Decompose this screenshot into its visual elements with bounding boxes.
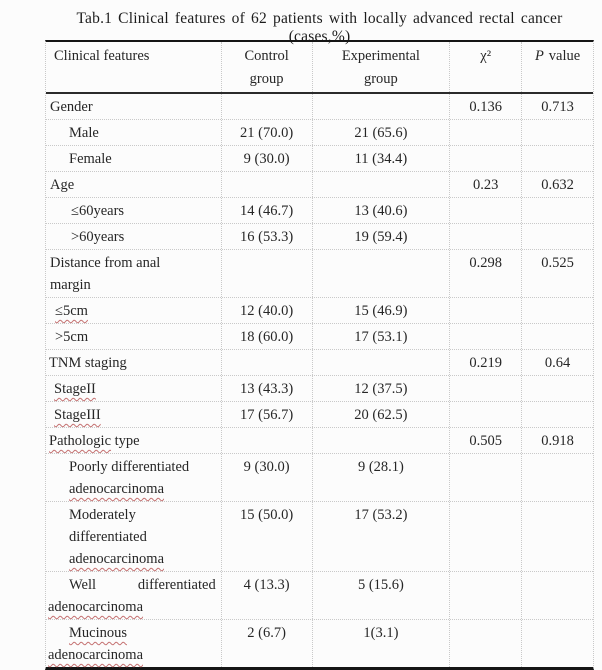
feature-line: differentiated xyxy=(69,529,147,545)
table-row xyxy=(46,250,593,298)
feature-cell xyxy=(46,428,221,453)
table-row xyxy=(46,94,593,120)
experimental-cell: 1(3.1) xyxy=(312,620,450,667)
table-row xyxy=(46,350,593,376)
control-cell: 16 (53.3) xyxy=(221,224,312,249)
chi-cell xyxy=(449,454,521,501)
control-cell: 17 (56.7) xyxy=(221,402,312,427)
feature-line: margin xyxy=(50,277,91,293)
experimental-cell: 15 (46.9) xyxy=(312,298,450,323)
p-italic: P xyxy=(534,48,544,64)
chi-cell xyxy=(449,402,521,427)
p-cell xyxy=(521,502,593,571)
feature-cell xyxy=(46,298,221,323)
chi-cell xyxy=(449,502,521,571)
feature-cell xyxy=(46,502,221,571)
control-cell xyxy=(221,172,312,197)
chi-cell xyxy=(449,146,521,171)
spellcheck-squiggle-text: ≤5cm xyxy=(55,303,88,319)
header-control-line2: group xyxy=(249,71,284,87)
header-experimental-line1: Experimental xyxy=(341,48,420,64)
control-cell: 9 (30.0) xyxy=(221,454,312,501)
table-row xyxy=(46,454,593,502)
chi-cell: 0.23 xyxy=(449,172,521,197)
table-row xyxy=(46,172,593,198)
feature-cell xyxy=(46,572,221,619)
feature-line: Poorly differentiated xyxy=(69,459,190,475)
p-cell xyxy=(521,402,593,427)
p-cell: 0.525 xyxy=(521,250,593,297)
p-cell xyxy=(521,146,593,171)
p-cell xyxy=(521,324,593,349)
table-row xyxy=(46,376,593,402)
p-word: value xyxy=(548,48,581,64)
experimental-cell xyxy=(312,250,450,297)
feature-line xyxy=(69,478,221,500)
feature-cell: TNM staging xyxy=(49,355,127,371)
feature-line xyxy=(69,548,221,570)
feature-cell: >60years xyxy=(71,229,125,245)
p-cell: 0.918 xyxy=(521,428,593,453)
experimental-cell: 20 (62.5) xyxy=(312,402,450,427)
experimental-cell xyxy=(312,428,450,453)
chi-cell xyxy=(449,120,521,145)
spellcheck-squiggle-text: adenocarcinoma xyxy=(48,599,144,615)
p-cell xyxy=(521,198,593,223)
chi-cell: 0.505 xyxy=(449,428,521,453)
spellcheck-squiggle-text: Mucinous xyxy=(69,625,127,641)
feature-cell xyxy=(46,620,221,667)
spellcheck-squiggle-text: adenocarcinoma xyxy=(69,551,165,567)
control-cell: 14 (46.7) xyxy=(221,198,312,223)
spellcheck-squiggle-text: Pathologic xyxy=(49,433,112,449)
p-cell xyxy=(521,572,593,619)
header-control-group xyxy=(221,42,312,92)
experimental-cell: 21 (65.6) xyxy=(312,120,450,145)
feature-line xyxy=(48,644,221,666)
spellcheck-squiggle-text: adenocarcinoma xyxy=(69,481,165,497)
feature-cell: Gender xyxy=(50,99,93,115)
clinical-features-table xyxy=(45,40,594,670)
chi-cell xyxy=(449,376,521,401)
chi-cell xyxy=(449,198,521,223)
chi-cell xyxy=(449,298,521,323)
control-cell: 21 (70.0) xyxy=(221,120,312,145)
chi-cell: 0.219 xyxy=(449,350,521,375)
control-cell xyxy=(221,250,312,297)
experimental-cell: 17 (53.1) xyxy=(312,324,450,349)
control-cell: 4 (13.3) xyxy=(221,572,312,619)
chi-cell xyxy=(449,324,521,349)
header-experimental-line2: group xyxy=(363,71,398,87)
table-row xyxy=(46,502,593,572)
table-row xyxy=(46,324,593,350)
feature-cell xyxy=(46,376,221,401)
control-cell: 2 (6.7) xyxy=(221,620,312,667)
experimental-cell: 17 (53.2) xyxy=(312,502,450,571)
feature-cell: >5cm xyxy=(55,329,89,345)
p-cell xyxy=(521,620,593,667)
experimental-cell xyxy=(312,172,450,197)
feature-line xyxy=(69,622,221,644)
experimental-cell: 13 (40.6) xyxy=(312,198,450,223)
control-cell xyxy=(221,428,312,453)
control-cell: 15 (50.0) xyxy=(221,502,312,571)
table-row xyxy=(46,146,593,172)
chi-cell xyxy=(449,572,521,619)
table-row xyxy=(46,620,593,667)
feature-cell xyxy=(46,454,221,501)
feature-cell xyxy=(46,402,221,427)
spellcheck-squiggle-text: StageIII xyxy=(54,407,101,423)
table-row xyxy=(46,120,593,146)
p-cell xyxy=(521,120,593,145)
table-header-row xyxy=(46,42,593,94)
header-chi-square: χ² xyxy=(449,42,521,92)
control-cell xyxy=(221,350,312,375)
p-cell: 0.64 xyxy=(521,350,593,375)
control-cell: 12 (40.0) xyxy=(221,298,312,323)
control-cell xyxy=(221,94,312,119)
feature-cell xyxy=(46,250,221,297)
p-cell: 0.632 xyxy=(521,172,593,197)
header-clinical-features: Clinical features xyxy=(54,48,150,64)
table-row xyxy=(46,224,593,250)
feature-cell: Female xyxy=(69,151,112,167)
p-cell: 0.713 xyxy=(521,94,593,119)
control-cell: 9 (30.0) xyxy=(221,146,312,171)
header-p-value xyxy=(521,42,593,92)
experimental-cell xyxy=(312,94,450,119)
experimental-cell: 12 (37.5) xyxy=(312,376,450,401)
p-cell xyxy=(521,224,593,249)
experimental-cell: 5 (15.6) xyxy=(312,572,450,619)
spellcheck-squiggle-text: adenocarcinoma xyxy=(48,647,144,663)
chi-cell: 0.136 xyxy=(449,94,521,119)
experimental-cell: 9 (28.1) xyxy=(312,454,450,501)
header-experimental-group xyxy=(312,42,450,92)
control-cell: 18 (60.0) xyxy=(221,324,312,349)
chi-cell xyxy=(449,620,521,667)
table-row xyxy=(46,428,593,454)
table-row xyxy=(46,198,593,224)
chi-cell xyxy=(449,224,521,249)
feature-line: Well differentiated xyxy=(69,577,216,593)
feature-cell: Age xyxy=(50,177,75,193)
feature-cell: Male xyxy=(69,125,99,141)
chi-cell: 0.298 xyxy=(449,250,521,297)
feature-word: type xyxy=(114,433,140,449)
p-cell xyxy=(521,376,593,401)
spellcheck-squiggle-text: StageII xyxy=(54,381,96,397)
experimental-cell: 19 (59.4) xyxy=(312,224,450,249)
p-cell xyxy=(521,298,593,323)
feature-line: Distance from anal xyxy=(50,255,161,271)
p-cell xyxy=(521,454,593,501)
table-title: Tab.1 Clinical features of 62 patients with locally advanced rectal cancer (cases,%) xyxy=(76,10,563,45)
feature-line xyxy=(48,596,221,618)
feature-line: Moderately xyxy=(69,507,136,523)
table-row xyxy=(46,572,593,620)
experimental-cell xyxy=(312,350,450,375)
experimental-cell: 11 (34.4) xyxy=(312,146,450,171)
control-cell: 13 (43.3) xyxy=(221,376,312,401)
header-control-line1: Control xyxy=(244,48,289,64)
table-row xyxy=(46,298,593,324)
feature-cell: ≤60years xyxy=(71,203,125,219)
table-row xyxy=(46,402,593,428)
